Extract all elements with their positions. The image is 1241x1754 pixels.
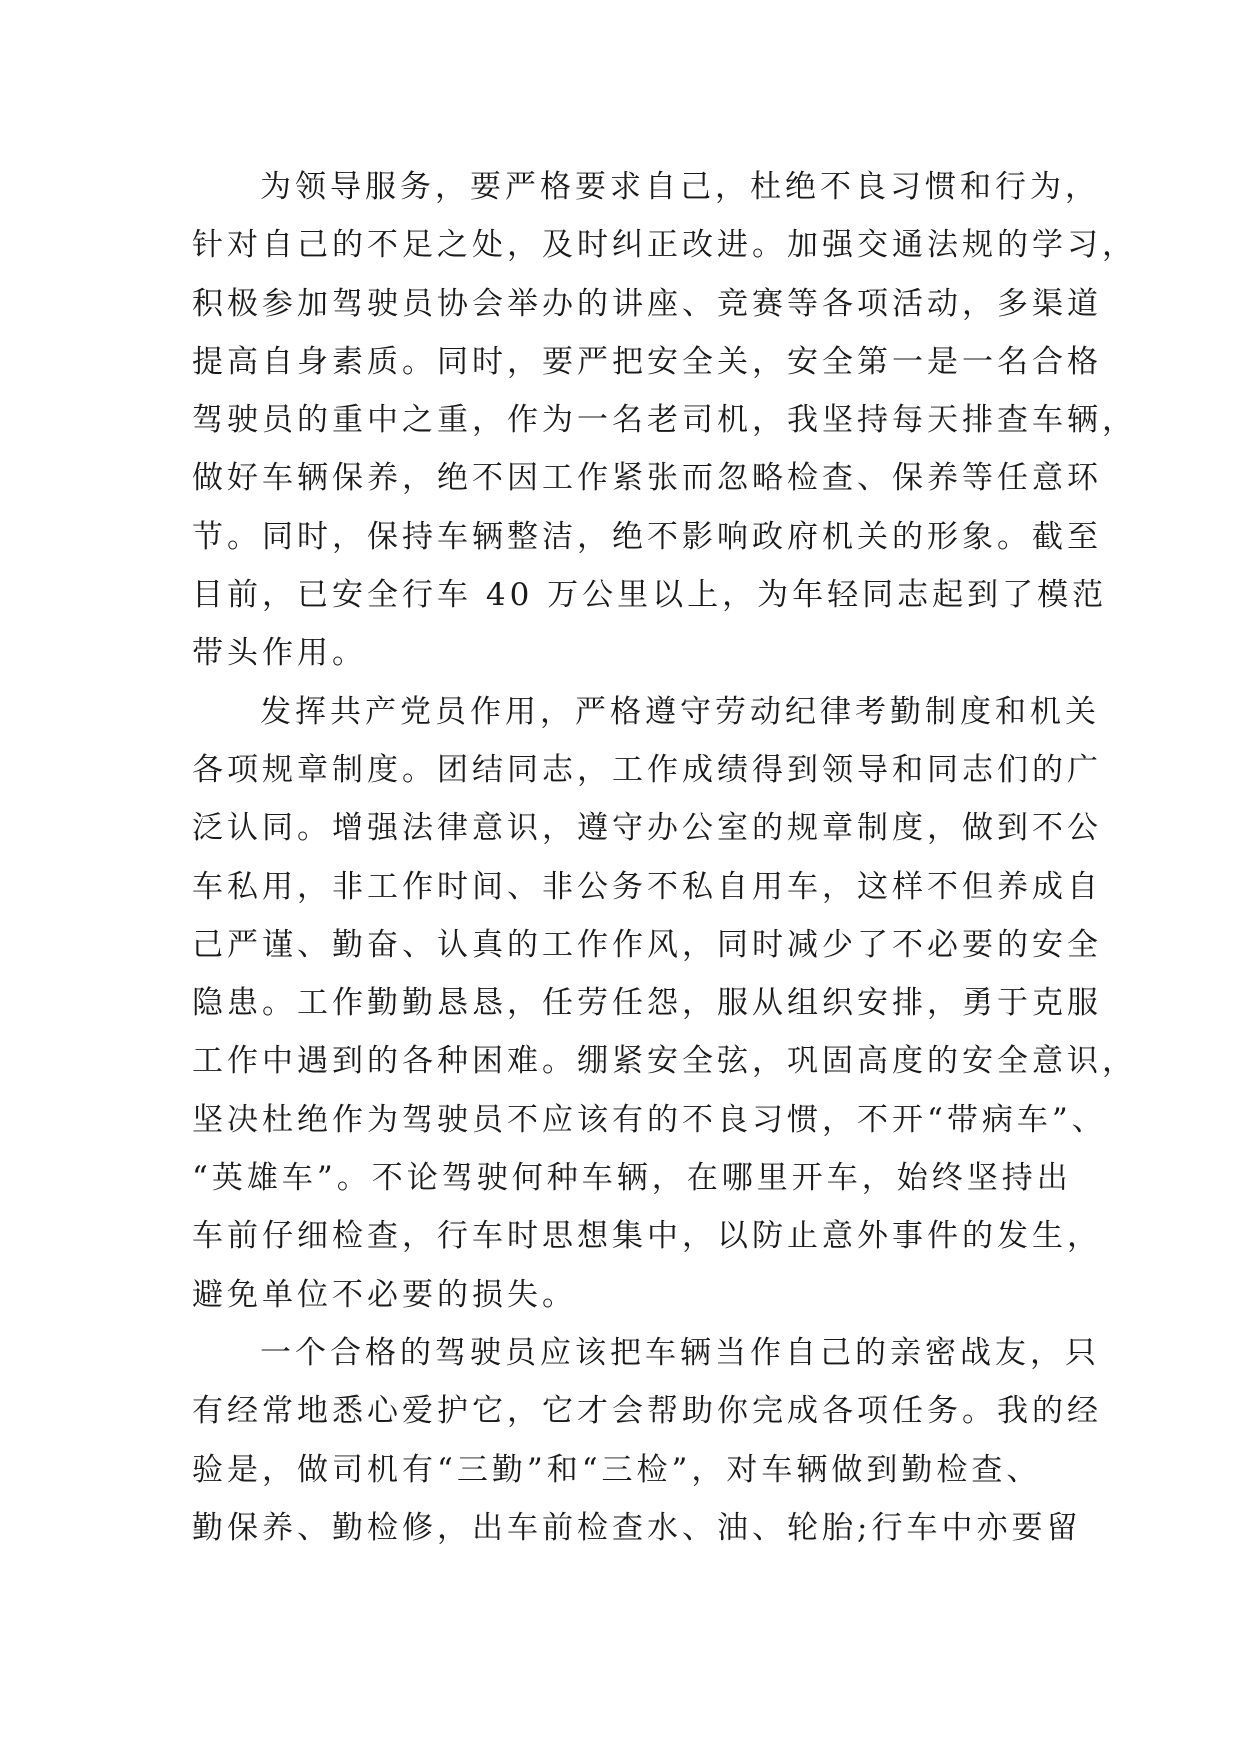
text-line: 各项规章制度。团结同志，工作成绩得到领导和同志们的广 [192,751,1102,788]
text-line: 工作中遇到的各种困难。绷紧安全弦，巩固高度的安全意识， [192,1043,1137,1080]
text-line: 车私用，非工作时间、非公务不私自用车，这样不但养成自 [192,868,1102,905]
text-line: 车前仔细检查，行车时思想集中，以防止意外事件的发生， [192,1218,1102,1255]
text-line: 坚决杜绝作为驾驶员不应该有的不良习惯，不开“带病车”、 [192,1101,1107,1138]
paragraph-3 [192,1324,1102,1557]
text-line: 一个合格的驾驶员应该把车辆当作自己的亲密战友，只 [260,1334,1100,1371]
text-line: 发挥共产党员作用，严格遵守劳动纪律考勤制度和机关 [260,693,1100,730]
text-line: 己严谨、勤奋、认真的工作作风，同时减少了不必要的安全 [192,926,1102,963]
text-line: 积极参加驾驶员协会举办的讲座、竞赛等各项活动，多渠道 [192,285,1102,322]
text-line: 针对自己的不足之处，及时纠正改进。加强交通法规的学习， [192,227,1137,264]
paragraph-1 [192,158,1137,683]
text-line: 带头作用。 [192,635,367,672]
text-line: 隐患。工作勤勤恳恳，任劳任怨，服从组织安排，勇于克服 [192,985,1102,1022]
text-line: 避免单位不必要的损失。 [192,1276,577,1313]
text-line: 有经常地悉心爱护它，它才会帮助你完成各项任务。我的经 [192,1393,1102,1430]
text-line: 做好车辆保养，绝不因工作紧张而忽略检查、保养等任意环 [192,460,1102,497]
text-line: 提高自身素质。同时，要严把安全关，安全第一是一名合格 [192,343,1102,380]
text-line: 为领导服务，要严格要求自己，杜绝不良习惯和行为， [260,169,1100,205]
text-line: 驾驶员的重中之重，作为一名老司机，我坚持每天排查车辆， [192,402,1137,439]
text-line: 验是，做司机有“三勤”和“三检”，对车辆做到勤检查、 [192,1451,1042,1488]
text-line: “英雄车”。不论驾驶何种车辆，在哪里开车，始终坚持出 [192,1160,1072,1197]
document-body [192,158,1137,1557]
text-line: 泛认同。增强法律意识，遵守办公室的规章制度，做到不公 [192,810,1102,847]
text-line: 节。同时，保持车辆整洁，绝不影响政府机关的形象。截至 [192,518,1102,555]
text-line: 勤保养、勤检修，出车前检查水、油、轮胎;行车中亦要留 [192,1509,1082,1546]
text-line: 目前，已安全行车 40 万公里以上，为年轻同志起到了模范 [192,577,1108,614]
paragraph-2 [192,683,1137,1324]
